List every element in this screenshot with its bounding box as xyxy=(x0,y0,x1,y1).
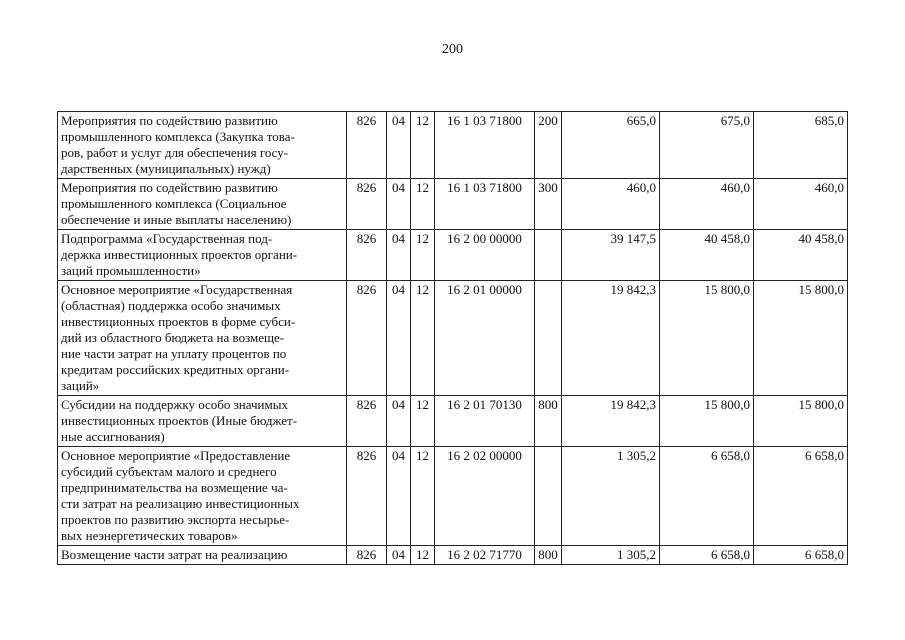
row-amount-year-1: 19 842,3 xyxy=(562,281,660,396)
table-row xyxy=(58,396,848,447)
row-amount-year-1: 1 305,2 xyxy=(562,546,660,565)
budget-table xyxy=(57,111,848,565)
row-ministry-code: 826 xyxy=(347,230,387,281)
row-subsection-code: 12 xyxy=(411,281,435,396)
row-expense-type xyxy=(535,230,562,281)
table-body xyxy=(58,112,848,565)
row-amount-year-2: 15 800,0 xyxy=(660,281,754,396)
row-amount-year-2: 6 658,0 xyxy=(660,447,754,546)
row-amount-year-3: 6 658,0 xyxy=(754,546,848,565)
row-amount-year-3: 40 458,0 xyxy=(754,230,848,281)
row-ministry-code: 826 xyxy=(347,447,387,546)
row-target-article: 16 2 02 71770 xyxy=(435,546,535,565)
table-row xyxy=(58,179,848,230)
row-subsection-code: 12 xyxy=(411,179,435,230)
row-amount-year-2: 40 458,0 xyxy=(660,230,754,281)
row-amount-year-3: 6 658,0 xyxy=(754,447,848,546)
row-name: Подпрограмма «Государственная под- держка инвестиционных проектов органи- заций промышленности» xyxy=(58,230,347,281)
row-amount-year-3: 685,0 xyxy=(754,112,848,179)
row-ministry-code: 826 xyxy=(347,112,387,179)
row-amount-year-3: 460,0 xyxy=(754,179,848,230)
row-name: Субсидии на поддержку особо значимых инвестиционных проектов (Иные бюджет- ные ассигнования) xyxy=(58,396,347,447)
row-ministry-code: 826 xyxy=(347,546,387,565)
row-amount-year-2: 6 658,0 xyxy=(660,546,754,565)
row-amount-year-1: 1 305,2 xyxy=(562,447,660,546)
row-subsection-code: 12 xyxy=(411,447,435,546)
row-section-code: 04 xyxy=(387,447,411,546)
row-section-code: 04 xyxy=(387,230,411,281)
row-section-code: 04 xyxy=(387,179,411,230)
row-expense-type: 200 xyxy=(535,112,562,179)
row-target-article: 16 2 01 00000 xyxy=(435,281,535,396)
table-row xyxy=(58,281,848,396)
row-amount-year-3: 15 800,0 xyxy=(754,396,848,447)
row-amount-year-2: 15 800,0 xyxy=(660,396,754,447)
row-name: Основное мероприятие «Государственная (областная) поддержка особо значимых инвестиционных проектов в форме субси- дий из областного бюджета на возмеще- ние части затрат на уплату процентов по кредитам российских кредитных органи- заций» xyxy=(58,281,347,396)
table-row xyxy=(58,447,848,546)
table-row xyxy=(58,230,848,281)
row-amount-year-1: 460,0 xyxy=(562,179,660,230)
row-name: Возмещение части затрат на реализацию xyxy=(58,546,347,565)
row-subsection-code: 12 xyxy=(411,112,435,179)
row-amount-year-3: 15 800,0 xyxy=(754,281,848,396)
row-subsection-code: 12 xyxy=(411,396,435,447)
row-target-article: 16 2 00 00000 xyxy=(435,230,535,281)
row-expense-type: 300 xyxy=(535,179,562,230)
row-target-article: 16 2 02 00000 xyxy=(435,447,535,546)
row-expense-type xyxy=(535,447,562,546)
row-section-code: 04 xyxy=(387,396,411,447)
table-row xyxy=(58,546,848,565)
row-name: Мероприятия по содействию развитию промышленного комплекса (Социальное обеспечение и иные выплаты населению) xyxy=(58,179,347,230)
row-ministry-code: 826 xyxy=(347,396,387,447)
row-subsection-code: 12 xyxy=(411,546,435,565)
row-amount-year-1: 665,0 xyxy=(562,112,660,179)
row-ministry-code: 826 xyxy=(347,281,387,396)
table-row xyxy=(58,112,848,179)
row-expense-type: 800 xyxy=(535,396,562,447)
row-section-code: 04 xyxy=(387,112,411,179)
row-name: Основное мероприятие «Предоставление субсидий субъектам малого и среднего предпринимательства на возмещение ча- сти затрат на реализацию инвестиционных проектов по развитию экспорта несырье- вых неэнергетических товаров» xyxy=(58,447,347,546)
row-target-article: 16 1 03 71800 xyxy=(435,179,535,230)
row-section-code: 04 xyxy=(387,281,411,396)
row-amount-year-2: 460,0 xyxy=(660,179,754,230)
row-amount-year-1: 19 842,3 xyxy=(562,396,660,447)
page-number: 200 xyxy=(442,42,463,57)
row-target-article: 16 1 03 71800 xyxy=(435,112,535,179)
row-ministry-code: 826 xyxy=(347,179,387,230)
row-section-code: 04 xyxy=(387,546,411,565)
row-subsection-code: 12 xyxy=(411,230,435,281)
row-amount-year-1: 39 147,5 xyxy=(562,230,660,281)
row-name: Мероприятия по содействию развитию промышленного комплекса (Закупка това- ров, работ и услуг для обеспечения госу- дарственных (муниципальных) нужд) xyxy=(58,112,347,179)
row-expense-type xyxy=(535,281,562,396)
row-expense-type: 800 xyxy=(535,546,562,565)
row-target-article: 16 2 01 70130 xyxy=(435,396,535,447)
row-amount-year-2: 675,0 xyxy=(660,112,754,179)
